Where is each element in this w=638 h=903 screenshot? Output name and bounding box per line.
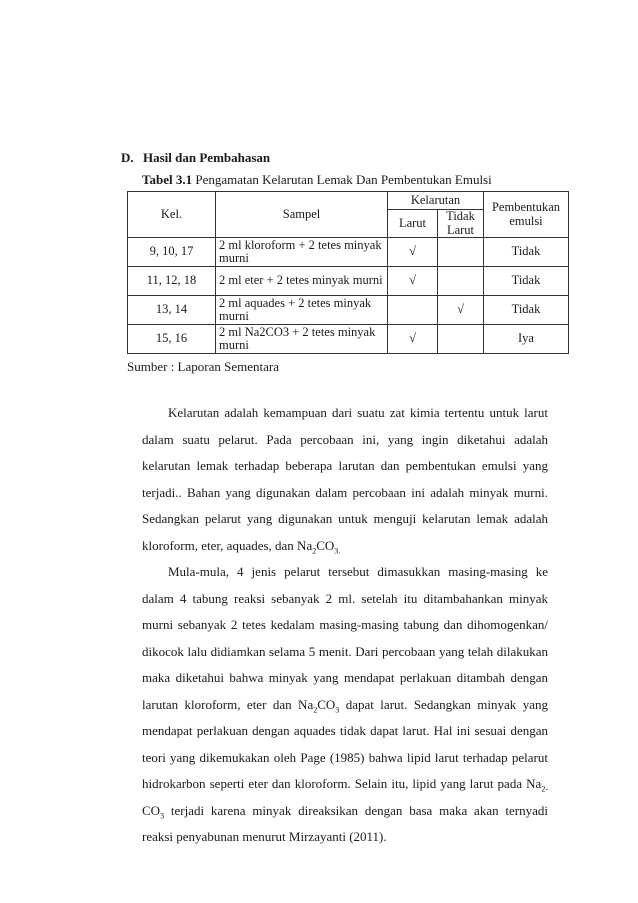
- table-row: [128, 296, 569, 325]
- table-header-row: [128, 192, 569, 210]
- subscript: 3: [160, 811, 165, 821]
- paragraph-2-text: CO: [142, 802, 161, 818]
- header-sampel: Sampel: [216, 192, 388, 238]
- cell-kel: 13, 14: [128, 296, 216, 325]
- cell-larut: √: [388, 238, 438, 267]
- cell-tidak-larut: √: [438, 296, 484, 325]
- cell-larut: [388, 296, 438, 325]
- table-caption-number: Tabel 3.1: [142, 172, 193, 187]
- table-caption-text: Pengamatan Kelarutan Lemak Dan Pembentukan Emulsi: [192, 172, 492, 187]
- table-caption: [142, 172, 492, 188]
- cell-tidak-larut: [438, 325, 484, 354]
- cell-kel: 11, 12, 18: [128, 267, 216, 296]
- cell-sampel: 2 ml eter + 2 tetes minyak murni: [216, 267, 388, 296]
- cell-larut: √: [388, 267, 438, 296]
- paragraph-2: [142, 559, 548, 851]
- paragraph-1: [142, 400, 548, 559]
- cell-emulsi: Tidak: [484, 267, 569, 296]
- cell-tidak-larut: [438, 238, 484, 267]
- table-row: [128, 325, 569, 354]
- section-letter: D.: [121, 150, 134, 165]
- paragraph-1-text: CO: [316, 537, 335, 553]
- paragraph-2-text: CO: [317, 696, 336, 712]
- cell-emulsi: Tidak: [484, 296, 569, 325]
- subscript: 3: [335, 705, 340, 715]
- cell-kel: 15, 16: [128, 325, 216, 354]
- cell-sampel: 2 ml Na2CO3 + 2 tetes minyak murni: [216, 325, 388, 354]
- cell-emulsi: Iya: [484, 325, 569, 354]
- paragraph-1-text: Kelarutan adalah kemampuan dari suatu zat kimia tertentu untuk larut dalam suatu pelarut. Pada percobaan ini, yang ingin diketahui adalah kelarutan lemak terhadap beberapa larutan dan pembentukan emulsi yang terjadi.. Bahan yang digunakan dalam percobaan ini adalah minyak murni. Sedangkan pelarut yang digunakan untuk menguji kelarutan lemak adalah kloroform, eter, aquades, dan Na: [142, 405, 548, 553]
- body-text: [142, 400, 548, 851]
- results-table: [127, 191, 569, 354]
- cell-sampel: 2 ml aquades + 2 tetes minyak murni: [216, 296, 388, 325]
- section-heading: [121, 150, 270, 166]
- subscript: 2-: [541, 784, 548, 794]
- subscript: 2: [312, 546, 317, 556]
- cell-kel: 9, 10, 17: [128, 238, 216, 267]
- section-title: Hasil dan Pembahasan: [143, 150, 271, 165]
- header-tidak-larut: Tidak Larut: [438, 210, 484, 238]
- subscript: 2: [313, 705, 318, 715]
- paragraph-2-text: terjadi karena minyak direaksikan dengan basa maka akan ternyadi reaksi penyabunan menurut Mirzayanti (2011).: [142, 802, 548, 844]
- paragraph-2-text: dapat larut. Sedangkan minyak yang mendapat perlakuan dengan aquades tidak dapat larut. Hal ini sesuai dengan teori yang dikemukakan oleh Page (1985) bahwa lipid larut terhadap pelarut hidrokarbon seperti eter dan kloroform. Selain itu, lipid yang larut pada Na: [142, 696, 548, 791]
- table-row: [128, 238, 569, 267]
- paragraph-2-text: Mula-mula, 4 jenis pelarut tersebut dimasukkan masing-masing ke dalam 4 tabung reaksi sebanyak 2 ml. setelah itu ditambahankan minyak murni sebanyak 2 tetes kedalam masing-masing tabung dan dihomogenkan/ dikocok lalu didiamkan selama 5 menit. Dari percobaan yang telah dilakukan maka diketahui bahwa minyak yang mendapat perlakuan ditambah dengan larutan kloroform, eter dan Na: [142, 564, 548, 712]
- header-larut: Larut: [388, 210, 438, 238]
- subscript: 3.: [334, 546, 341, 556]
- cell-larut: √: [388, 325, 438, 354]
- header-pembentukan-emulsi: Pembentukan emulsi: [484, 192, 569, 238]
- table-row: [128, 267, 569, 296]
- header-kel: Kel.: [128, 192, 216, 238]
- cell-sampel: 2 ml kloroform + 2 tetes minyak murni: [216, 238, 388, 267]
- table-source: Sumber : Laporan Sementara: [127, 359, 279, 374]
- cell-emulsi: Tidak: [484, 238, 569, 267]
- cell-tidak-larut: [438, 267, 484, 296]
- header-kelarutan: Kelarutan: [388, 192, 484, 210]
